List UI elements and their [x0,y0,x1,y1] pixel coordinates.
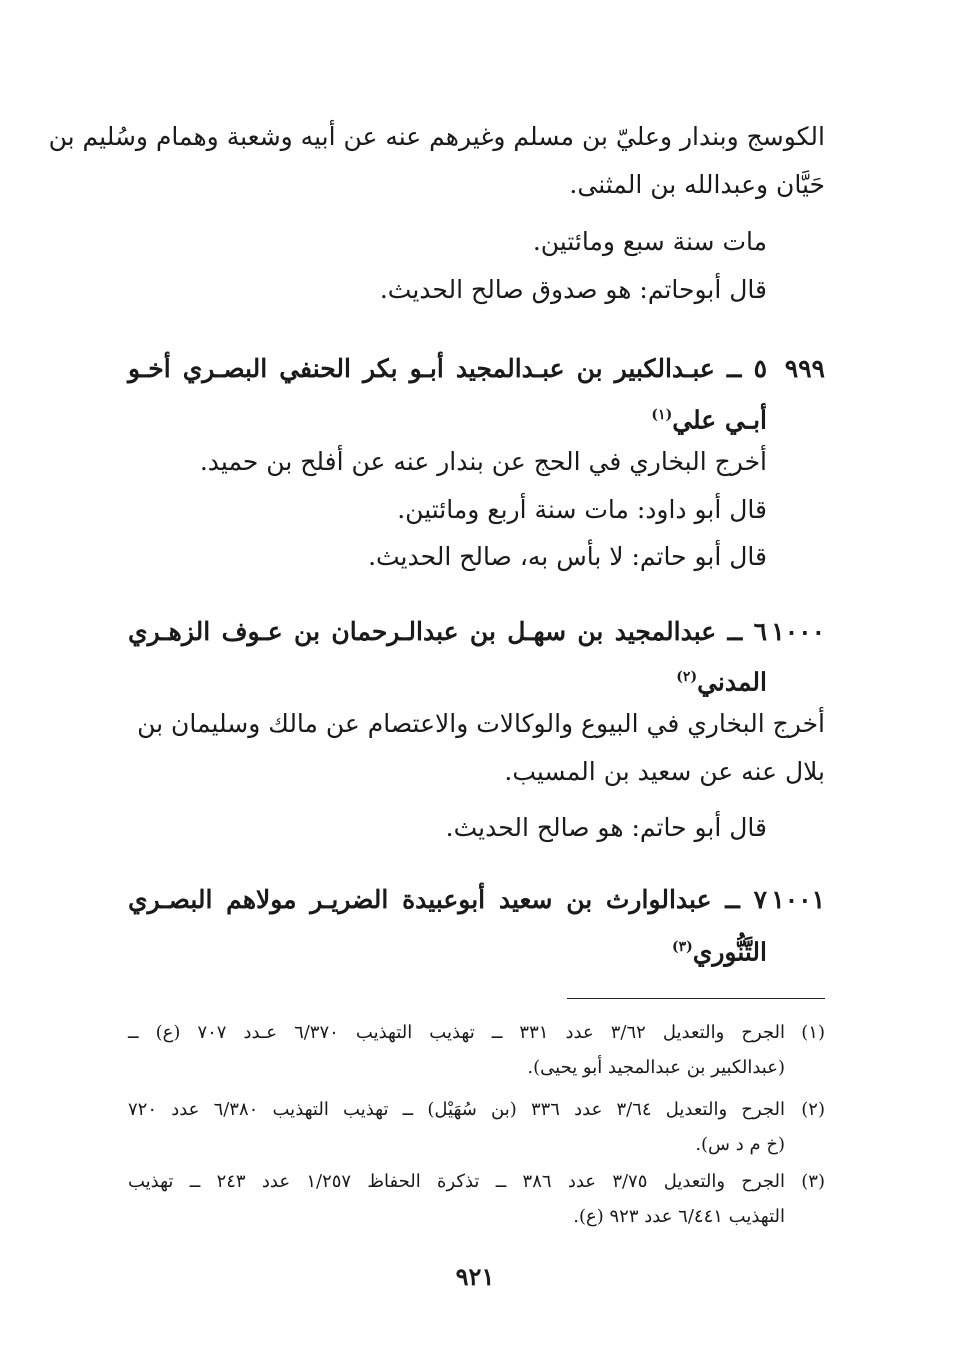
footnote-line: (عبدالكبير بن عبدالمجيد أبو يحيى). [527,1057,785,1078]
text-line: مات سنة سبع ومائتين. [532,227,767,256]
entry-title: ٥ ــ عبـدالكبير بن عبـدالمجيد أبـو بكر الحنفي البصـري أخـو [128,354,767,383]
footnote-line: الجرح والتعديل ٣/٧٥ عدد ٣٨٦ ــ تذكرة الحفاظ ١/٢٥٧ عدد ٢٤٣ ــ تهذيب [128,1171,786,1192]
footnote-marker: (٣) [801,1171,825,1192]
footnote-reference[interactable]: (١) [651,407,673,423]
footnote-separator [567,998,825,999]
text-line: قال أبو داود: مات سنة أربع ومائتين. [397,495,767,524]
entry-number: ١٠٠١ [771,885,825,914]
text-line: قال أبوحاتم: هو صدوق صالح الحديث. [379,275,767,304]
entry-title-continued [676,657,767,702]
entry-number: ٩٩٩ [784,354,825,383]
footnote-reference[interactable]: (٢) [676,669,698,685]
entry-title-text: المدني [697,667,767,697]
footnote-reference[interactable]: (٣) [672,939,693,955]
footnote-marker: (٢) [801,1099,825,1120]
entry-title: ٧ ــ عبدالوارث بن سعيد أبوعبيدة الضريـر مولاهم البصـري [128,885,767,914]
entry-title-text: التَّنُّوري [692,937,767,967]
text-line: حَيَّان وعبدالله بن المثنى. [569,170,825,199]
entry-title: ٦ ــ عبدالمجيد بن سهـل بن عبدالـرحمان بن عـوف الزهـري [128,617,767,646]
entry-title-continued [672,927,767,972]
entry-number: ١٠٠٠ [771,617,825,646]
text-line: الكوسج وبندار وعليّ بن مسلم وغيرهم عنه عن أبيه وشعبة وهمام وسُليم بن [48,122,825,151]
text-line: قال أبو حاتم: هو صالح الحديث. [445,813,767,842]
footnote-line: الجرح والتعديل ٣/٦٢ عدد ٣٣١ ــ تهذيب التهذيب ٦/٣٧٠ عـدد ٧٠٧ (ع) ــ [128,1022,785,1043]
text-line: بلال عنه عن سعيد بن المسيب. [504,757,825,786]
text-line: أخرج البخاري في البيوع والوكالات والاعتصام عن مالك وسليمان بن [137,709,825,738]
text-line: قال أبو حاتم: لا بأس به، صالح الحديث. [368,542,767,571]
footnote-marker: (١) [801,1022,825,1043]
footnote-line: (خ م د س). [695,1134,785,1155]
entry-title-continued [651,395,767,440]
page-number: ٩٢١ [455,1262,495,1291]
footnote-line: الجرح والتعديل ٣/٦٤ عدد ٣٣٦ (بن سُهَيْل) ــ تهذيب التهذيب ٦/٣٨٠ عدد ٧٢٠ [128,1099,785,1120]
entry-title-text: أبـي علي [672,405,767,435]
text-line: أخرج البخاري في الحج عن بندار عنه عن أفلح بن حميد. [199,447,767,476]
footnote-line: التهذيب ٦/٤٤١ عدد ٩٢٣ (ع). [573,1206,785,1227]
